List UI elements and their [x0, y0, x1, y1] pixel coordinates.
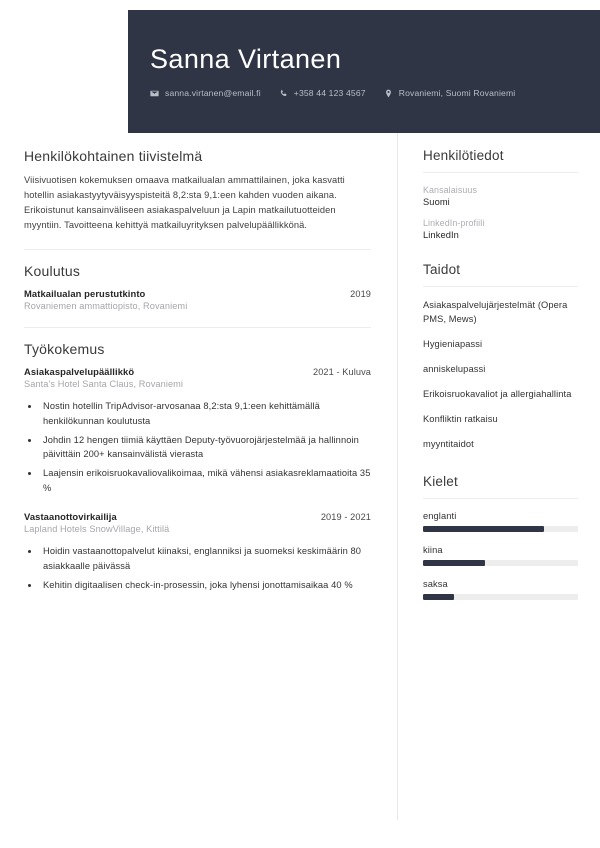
language-name: saksa	[423, 578, 448, 589]
contact-email	[150, 88, 261, 98]
experience-entry	[24, 511, 371, 592]
personal-details-heading: Henkilötiedot	[423, 148, 504, 163]
sidebar-divider	[423, 498, 578, 499]
contact-email-text: sanna.virtanen@email.fi	[165, 88, 261, 99]
section-education	[24, 263, 371, 311]
summary-text: Viisivuotisen kokemuksen omaava matkailualan ammattilainen, joka kasvatti hotellin asiakastyytyväisyyspisteitä 8,2:sta 9,1:een kahden vuoden aikana. Erikoistunut kansainväliseen asiakaspalveluun ja Lapin matkailutuotteiden myyntiin. Tavoitteena kehittyä matkailuyrityksen palvelupäällikkönä.	[24, 175, 345, 231]
experience-heading: Työkokemus	[24, 341, 105, 358]
main-column	[0, 133, 397, 848]
detail-linkedin	[423, 218, 578, 240]
experience-entry-subtitle: Santa's Hotel Santa Claus, Rovaniemi	[24, 379, 184, 390]
experience-entry-title: Vastaanottovirkailija	[24, 511, 117, 523]
list-item: Konfliktin ratkaisu	[423, 413, 498, 424]
language-item	[423, 545, 578, 566]
list-item: Hygieniapassi	[423, 338, 483, 349]
list-item: • Laajensin erikoisruokavaliovalikoimaa, mikä vähensi asiakasreklamaatioita 35 %	[40, 466, 371, 495]
location-pin-icon	[384, 89, 393, 98]
section-personal-details	[423, 148, 578, 240]
education-entry	[24, 288, 371, 311]
section-summary	[24, 148, 371, 233]
resume-header	[128, 10, 600, 133]
list-item: anniskelupassi	[423, 363, 486, 374]
list-item: myyntitaidot	[423, 438, 474, 449]
sidebar-divider	[423, 172, 578, 173]
experience-entry-title: Asiakaspalvelupäällikkö	[24, 366, 135, 378]
section-divider	[24, 327, 371, 328]
experience-entry-head	[24, 366, 371, 377]
detail-nationality	[423, 185, 578, 207]
language-level-track	[423, 526, 578, 532]
education-entry-date: 2019	[350, 289, 371, 300]
languages-heading: Kielet	[423, 473, 458, 489]
language-level-fill	[423, 526, 544, 532]
language-level-track	[423, 560, 578, 566]
list-item: • Nostin hotellin TripAdvisor-arvosanaa 8,2:sta 9,1:een kehittämällä henkilökunnan koulutusta	[40, 399, 371, 428]
phone-icon	[279, 89, 288, 98]
language-level-fill	[423, 594, 454, 600]
resume-body	[0, 133, 600, 848]
contact-phone-text: +358 44 123 4567	[293, 88, 366, 99]
language-item	[423, 511, 578, 532]
education-entry-head	[24, 288, 371, 299]
language-level-fill	[423, 560, 485, 566]
skills-heading: Taidot	[423, 262, 461, 277]
list-item: Asiakaspalvelujärjestelmät (Opera PMS, Mews)	[423, 300, 568, 324]
contact-row	[150, 88, 578, 98]
list-item: • Johdin 12 hengen tiimiä käyttäen Deputy-työvuorojärjestelmää ja hallinnoin päivittäin 200+ kansainvälistä vierasta	[40, 433, 371, 462]
experience-entry	[24, 366, 371, 495]
language-name: englanti	[423, 510, 457, 521]
envelope-icon	[150, 89, 159, 98]
page-title: Sanna Virtanen	[150, 43, 342, 74]
experience-entry-subtitle: Lapland Hotels SnowVillage, Kittilä	[24, 524, 170, 535]
language-name: kiina	[423, 544, 443, 555]
contact-phone	[279, 88, 366, 98]
language-level-track	[423, 594, 578, 600]
experience-entry-date: 2019 - 2021	[320, 512, 371, 523]
summary-heading: Henkilökohtainen tiivistelmä	[24, 148, 203, 164]
detail-value: Suomi	[423, 197, 450, 207]
experience-entry-date: 2021 - Kuluva	[313, 367, 371, 378]
education-entry-title: Matkailualan perustutkinto	[24, 288, 146, 300]
list-item: • Hoidin vastaanottopalvelut kiinaksi, englanniksi ja suomeksi keskimäärin 80 asiakkaalle päivässä	[40, 544, 371, 573]
sidebar-column	[397, 133, 600, 820]
list-item: Erikoisruokavaliot ja allergiahallinta	[423, 388, 572, 399]
education-heading: Koulutus	[24, 263, 81, 280]
list-item: • Kehitin digitaalisen check-in-prosessin, joka lyhensi jonottamisaikaa 40 %	[40, 578, 371, 593]
experience-entry-bullets	[24, 544, 371, 592]
language-item	[423, 579, 578, 600]
sidebar-divider	[423, 286, 578, 287]
section-divider	[24, 249, 371, 250]
detail-label: LinkedIn-profiili	[423, 218, 485, 228]
contact-location	[384, 88, 516, 98]
experience-entry-head	[24, 511, 371, 522]
detail-value[interactable]: LinkedIn	[423, 230, 459, 240]
education-entry-subtitle: Rovaniemen ammattiopisto, Rovaniemi	[24, 301, 188, 312]
detail-label: Kansalaisuus	[423, 185, 477, 195]
contact-location-text: Rovaniemi, Suomi Rovaniemi	[398, 88, 516, 99]
section-experience	[24, 341, 371, 592]
experience-entry-bullets	[24, 399, 371, 495]
section-languages	[423, 474, 578, 600]
section-skills	[423, 262, 578, 452]
